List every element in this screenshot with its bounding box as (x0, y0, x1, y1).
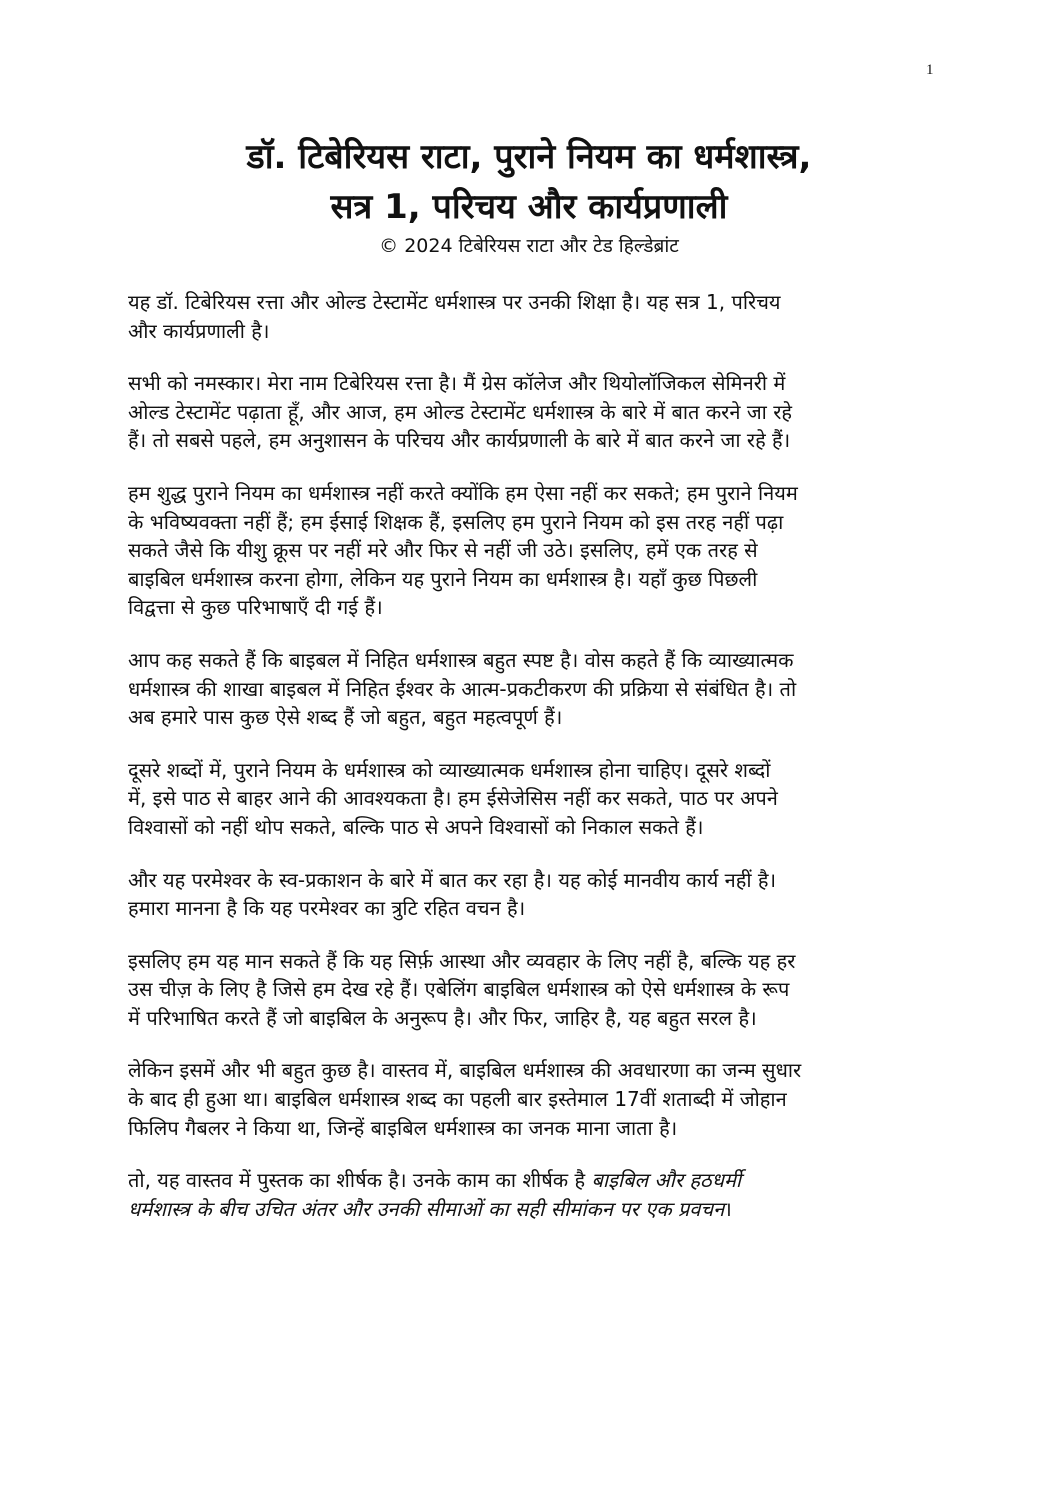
text-line: इसलिए हम यह मान सकते हैं कि यह सिर्फ़ आस्था और व्यवहार के लिए नहीं है, बल्कि यह हर (128, 948, 796, 973)
text-line: ओल्ड टेस्टामेंट पढ़ाता हूँ, और आज, हम ओल्ड टेस्टामेंट धर्मशास्त्र के बारे में बात करने जा रहे (128, 399, 792, 424)
title-line-2: सत्र 1, परिचय और कार्यप्रणाली (330, 187, 728, 227)
text-line: उस चीज़ के लिए है जिसे हम देख रहे हैं। एबेलिंग बाइबिल धर्मशास्त्र को ऐसे धर्मशास्त्र के रूप (128, 977, 790, 1002)
text-line (128, 1195, 948, 1224)
text-line: धर्मशास्त्र की शाखा बाइबल में निहित ईश्वर के आत्म-प्रकटीकरण की प्रक्रिया से संबंधित है। तो (128, 676, 797, 701)
text-line: के बाद ही हुआ था। बाइबिल धर्मशास्त्र शब्द का पहली बार इस्तेमाल 17वीं शताब्दी में जोहान (128, 1087, 787, 1112)
paragraph (128, 479, 948, 622)
paragraph (128, 866, 948, 923)
paragraph (128, 756, 948, 842)
text-line: में, इसे पाठ से बाहर आने की आवश्यकता है। हम ईसेजेसिस नहीं कर सकते, पाठ पर अपने (128, 786, 778, 811)
paragraph (128, 646, 948, 732)
text-line: लेकिन इसमें और भी बहुत कुछ है। वास्तव में, बाइबिल धर्मशास्त्र की अवधारणा का जन्म सुधार (128, 1058, 802, 1083)
copyright-line: © 2024 टिबेरियस राटा और टेड हिल्डेब्रांट (379, 235, 679, 257)
text-line: के भविष्यवक्ता नहीं हैं; हम ईसाई शिक्षक हैं, इसलिए हम पुराने नियम को इस तरह नहीं पढ़ा (128, 509, 784, 534)
text-line: विश्वासों को नहीं थोप सकते, बल्कि पाठ से अपने विश्वासों को निकाल सकते हैं। (128, 814, 704, 839)
paragraph-title-reference (128, 1166, 948, 1223)
text-line: आप कह सकते हैं कि बाइबल में निहित धर्मशास्त्र बहुत स्पष्ट है। वोस कहते हैं कि व्याख्यात्मक (128, 647, 794, 672)
text-line: फिलिप गैबलर ने किया था, जिन्हें बाइबिल धर्मशास्त्र का जनक माना जाता है। (128, 1115, 678, 1140)
document-body (128, 288, 948, 1247)
text-line: सभी को नमस्कार। मेरा नाम टिबेरियस रत्ता है। मैं ग्रेस कॉलेज और थियोलॉजिकल सेमिनरी में (128, 371, 786, 396)
text-line: हमारा मानना है कि यह परमेश्वर का त्रुटि रहित वचन है। (128, 896, 526, 921)
book-title-italic: बाइबिल और हठधर्मी (591, 1168, 742, 1193)
text-line: दूसरे शब्दों में, पुराने नियम के धर्मशास्त्र को व्याख्यात्मक धर्मशास्त्र होना चाहिए। दूसरे शब्दों (128, 757, 771, 782)
text-span: । (724, 1196, 732, 1221)
title-line-1: डॉ. टिबेरियस राटा, पुराने नियम का धर्मशास्त्र, (246, 137, 812, 177)
text-line: यह डॉ. टिबेरियस रत्ता और ओल्ड टेस्टामेंट धर्मशास्त्र पर उनकी शिक्षा है। यह सत्र 1, परिचय (128, 290, 781, 314)
paragraph (128, 369, 948, 455)
text-line: विद्वत्ता से कुछ परिभाषाएँ दी गई हैं। (128, 595, 383, 620)
text-line: और यह परमेश्वर के स्व-प्रकाशन के बारे में बात कर रहा है। यह कोई मानवीय कार्य नहीं है। (128, 867, 777, 892)
text-span: तो, यह वास्तव में पुस्तक का शीर्षक है। उनके काम का शीर्षक है (128, 1168, 592, 1193)
document-title (0, 132, 1058, 232)
text-line: हैं। तो सबसे पहले, हम अनुशासन के परिचय और कार्यप्रणाली के बारे में बात करने जा रहे हैं। (128, 428, 791, 453)
page-number: 1 (926, 62, 934, 78)
text-line (128, 1166, 948, 1195)
text-line: हम शुद्ध पुराने नियम का धर्मशास्त्र नहीं करते क्योंकि हम ऐसा नहीं कर सकते; हम पुराने नियम (128, 480, 798, 505)
text-line: सकते जैसे कि यीशु क्रूस पर नहीं मरे और फिर से नहीं जी उठे। इसलिए, हमें एक तरह से (128, 538, 758, 563)
text-line: में परिभाषित करते हैं जो बाइबिल के अनुरूप है। और फिर, जाहिर है, यह बहुत सरल है। (128, 1005, 757, 1030)
paragraph (128, 288, 948, 345)
text-line: अब हमारे पास कुछ ऐसे शब्द हैं जो बहुत, बहुत महत्वपूर्ण हैं। (128, 705, 563, 730)
text-line: बाइबिल धर्मशास्त्र करना होगा, लेकिन यह पुराने नियम का धर्मशास्त्र है। यहाँ कुछ पिछली (128, 566, 758, 591)
paragraph (128, 1056, 948, 1142)
paragraph (128, 947, 948, 1033)
text-line: और कार्यप्रणाली है। (128, 318, 270, 343)
book-title-italic: धर्मशास्त्र के बीच उचित अंतर और उनकी सीमाओं का सही सीमांकन पर एक प्रवचन (128, 1196, 725, 1221)
